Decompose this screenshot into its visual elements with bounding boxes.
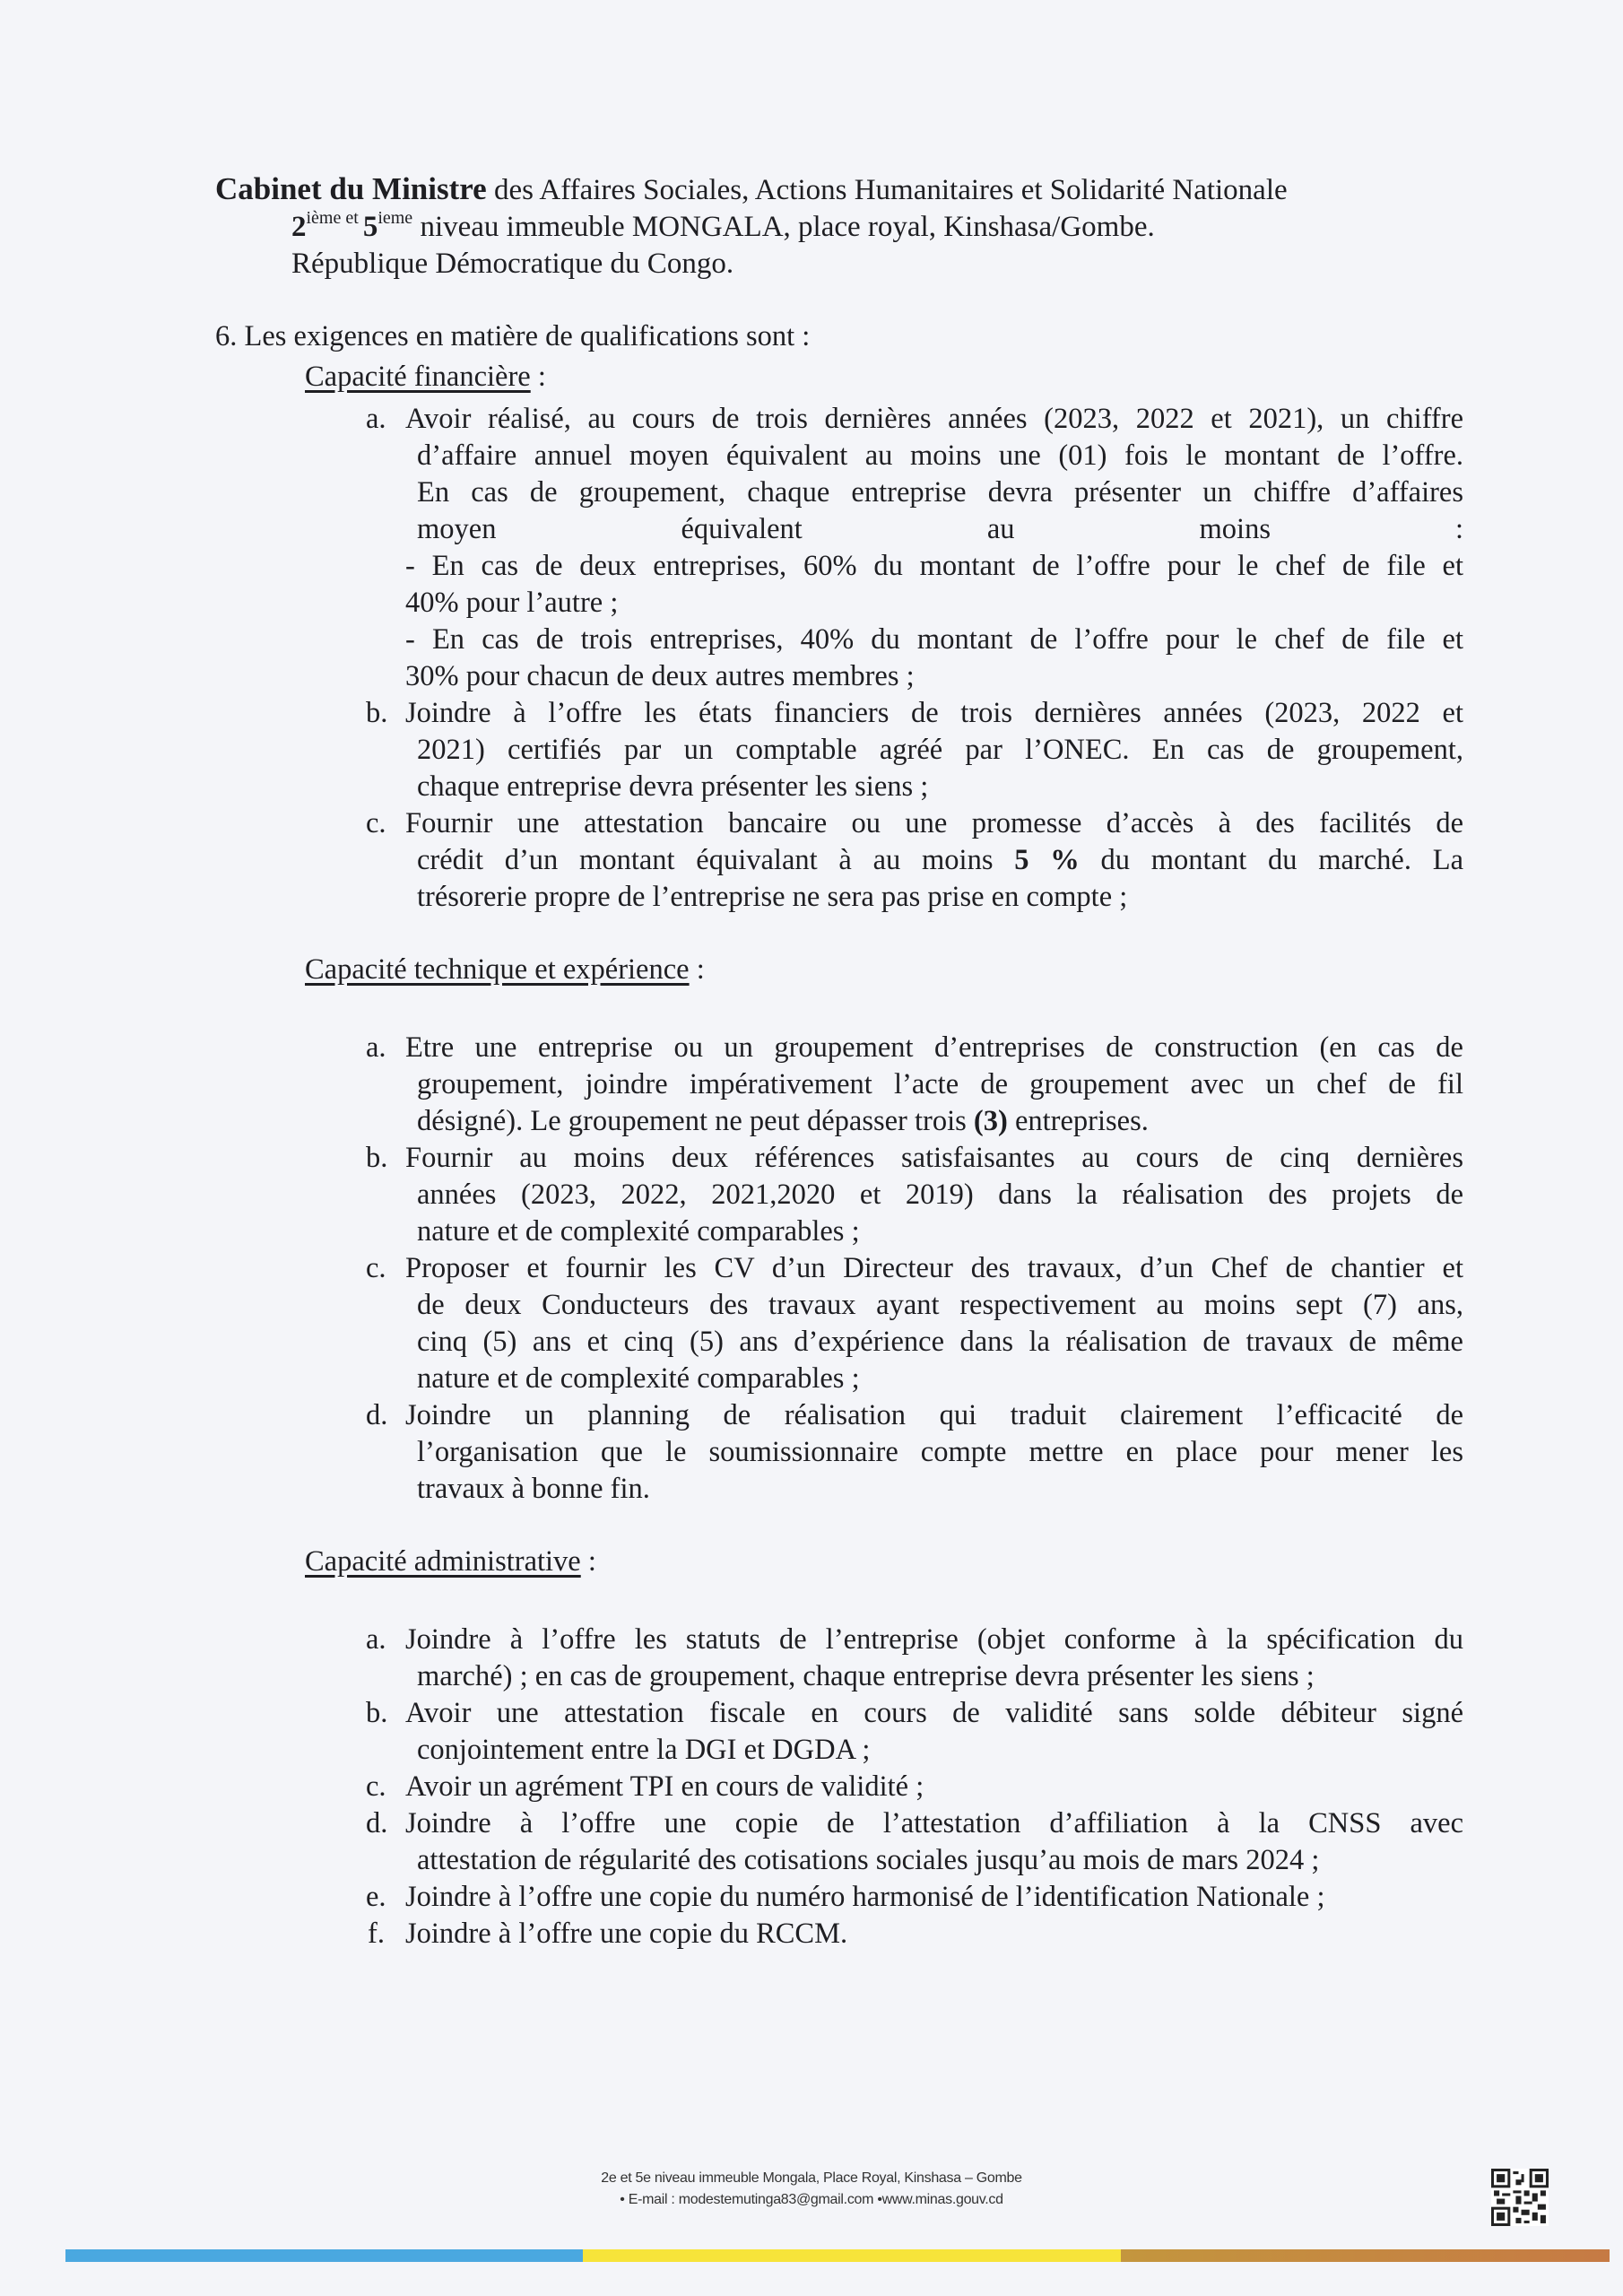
list-marker: a. xyxy=(366,1623,386,1656)
list-item xyxy=(215,695,1463,805)
list-item xyxy=(215,1140,1463,1250)
text-line: Joindre à l’offre une copie de l’attestation d’affiliation à la CNSS avec xyxy=(405,1807,1463,1839)
flag-stripe-blue xyxy=(65,2249,583,2262)
subsection-colon: : xyxy=(580,1545,596,1578)
text-segment: désigné). Le groupement ne peut dépasser trois xyxy=(417,1105,974,1137)
text-segment: crédit d’un montant équivalant à au moins xyxy=(417,844,1015,876)
list-item xyxy=(215,1916,1463,1952)
requirement-list xyxy=(215,1622,1463,1952)
text-line: Joindre à l’offre les statuts de l’entreprise (objet conforme à la spécification du xyxy=(405,1623,1463,1656)
subsection-colon: : xyxy=(530,361,546,393)
text-line: Avoir réalisé, au cours de trois dernières années (2023, 2022 et 2021), un chiffre xyxy=(405,403,1463,435)
list-marker: c. xyxy=(366,807,386,839)
text-line: chaque entreprise devra présenter les siens ; xyxy=(417,770,929,803)
text-segment: du montant du marché. La xyxy=(1079,844,1463,876)
text-line: groupement, joindre impérativement l’acte de groupement avec un chef de fil xyxy=(417,1068,1463,1100)
list-item xyxy=(215,1879,1463,1916)
text-line: Fournir une attestation bancaire ou une promesse d’accès à des facilités de xyxy=(405,807,1463,839)
list-marker: b. xyxy=(366,1142,388,1174)
text-line: attestation de régularité des cotisations sociales jusqu’au mois de mars 2024 ; xyxy=(417,1844,1320,1876)
list-item xyxy=(215,1030,1463,1140)
list-item xyxy=(215,1397,1463,1508)
subsection-heading xyxy=(215,359,1463,396)
list-marker: b. xyxy=(366,697,388,729)
subsection-colon: : xyxy=(689,953,705,986)
footer-contact xyxy=(0,2192,1623,2208)
subsection-title: Capacité financière xyxy=(305,361,531,393)
text-line: Joindre à l’offre une copie du RCCM. xyxy=(405,1918,848,1950)
subsection-title: Capacité administrative xyxy=(305,1545,581,1578)
bullet: • xyxy=(620,2192,625,2207)
requirement-section xyxy=(215,1544,1463,1952)
requirement-list xyxy=(215,401,1463,916)
text-line: conjointement entre la DGI et DGDA ; xyxy=(417,1734,871,1766)
text-line: marché) ; en cas de groupement, chaque entreprise devra présenter les siens ; xyxy=(417,1660,1315,1692)
text-line: travaux à bonne fin. xyxy=(417,1473,650,1505)
text-line: Avoir une attestation fiscale en cours de validité sans solde débiteur signé xyxy=(405,1697,1463,1729)
text-line: Proposer et fournir les CV d’un Directeur des travaux, d’un Chef de chantier et xyxy=(405,1252,1463,1284)
floor-number: 5 xyxy=(362,211,378,243)
flag-stripe-yellow xyxy=(583,2249,1121,2262)
emphasis: 5 % xyxy=(1014,844,1080,876)
list-marker: c. xyxy=(366,1770,386,1803)
text-line: Etre une entreprise ou un groupement d’entreprises de construction (en cas de xyxy=(405,1031,1463,1064)
section-heading: 6. Les exigences en matière de qualifications sont : xyxy=(215,320,811,352)
requirement-list xyxy=(215,1030,1463,1508)
text-line: Joindre à l’offre une copie du numéro harmonisé de l’identification Nationale ; xyxy=(405,1881,1325,1913)
list-marker: c. xyxy=(366,1252,386,1284)
text-line: moyen équivalent au moins : xyxy=(417,513,1463,545)
qr-code-icon xyxy=(1491,2169,1549,2226)
floor-suffix: ième et xyxy=(306,208,363,228)
letterhead-line-1 xyxy=(215,170,1288,209)
floor-number: 2 xyxy=(291,211,307,243)
list-marker: d. xyxy=(366,1399,388,1431)
text-segment: entreprises. xyxy=(1007,1105,1149,1137)
list-marker: e. xyxy=(366,1881,386,1913)
list-item xyxy=(215,1695,1463,1769)
country: République Démocratique du Congo. xyxy=(291,248,734,280)
text-line: Fournir au moins deux références satisfaisantes au cours de cinq dernières xyxy=(405,1142,1463,1174)
text-line: - En cas de deux entreprises, 60% du montant de l’offre pour le chef de file et xyxy=(405,550,1463,582)
list-item xyxy=(215,1622,1463,1695)
text-line: nature et de complexité comparables ; xyxy=(417,1215,860,1248)
ministry-name: des Affaires Sociales, Actions Humanitaires et Solidarité Nationale xyxy=(486,174,1288,206)
subsection-heading xyxy=(215,1544,1463,1580)
list-item xyxy=(215,1250,1463,1397)
text-line: de deux Conducteurs des travaux ayant respectivement au moins sept (7) ans, xyxy=(417,1289,1463,1321)
address: niveau immeuble MONGALA, place royal, Kinshasa/Gombe. xyxy=(412,211,1155,243)
letterhead xyxy=(215,170,1288,283)
text-line: En cas de groupement, chaque entreprise devra présenter un chiffre d’affaires xyxy=(417,476,1463,509)
text-line: 30% pour chacun de deux autres membres ; xyxy=(405,660,915,692)
footer-website: •www.minas.gouv.cd xyxy=(877,2192,1003,2207)
text-line: Joindre un planning de réalisation qui traduit clairement l’efficacité de xyxy=(405,1399,1463,1431)
requirement-section xyxy=(215,952,1463,1508)
text-line: cinq (5) ans et cinq (5) ans d’expérience dans la réalisation de travaux de même xyxy=(417,1326,1463,1358)
list-marker: b. xyxy=(366,1697,388,1729)
text-line: Joindre à l’offre les états financiers de trois dernières années (2023, 2022 et xyxy=(405,697,1463,729)
letterhead-line-2 xyxy=(215,209,1288,246)
list-marker: f. xyxy=(368,1918,385,1950)
list-marker: a. xyxy=(366,403,386,435)
floor-suffix: ieme xyxy=(378,208,413,228)
text-line xyxy=(405,842,1463,879)
cabinet-title: Cabinet du Ministre xyxy=(215,171,487,206)
list-item xyxy=(215,1805,1463,1879)
text-line: années (2023, 2022, 2021,2020 et 2019) dans la réalisation des projets de xyxy=(417,1178,1463,1211)
list-item xyxy=(215,401,1463,695)
flag-stripe-brown xyxy=(1121,2249,1610,2262)
requirement-section xyxy=(215,359,1463,916)
subsection-title: Capacité technique et expérience xyxy=(305,953,690,986)
subsection-heading xyxy=(215,952,1463,988)
footer-address: 2e et 5e niveau immeuble Mongala, Place Royal, Kinshasa – Gombe xyxy=(601,2170,1022,2186)
emphasis: (3) xyxy=(973,1105,1008,1137)
text-line: nature et de complexité comparables ; xyxy=(417,1362,860,1395)
list-item xyxy=(215,805,1463,916)
footer-email: E-mail : modestemutinga83@gmail.com xyxy=(628,2192,874,2207)
qualifications-section xyxy=(215,318,1463,1952)
text-line: - En cas de trois entreprises, 40% du montant de l’offre pour le chef de file et xyxy=(405,623,1463,656)
text-line: 40% pour l’autre ; xyxy=(405,587,619,619)
text-line: l’organisation que le soumissionnaire compte mettre en place pour mener les xyxy=(417,1436,1463,1468)
text-line: Avoir un agrément TPI en cours de validité ; xyxy=(405,1770,924,1803)
list-marker: a. xyxy=(366,1031,386,1064)
text-line: d’affaire annuel moyen équivalent au moins une (01) fois le montant de l’offre. xyxy=(417,439,1463,472)
text-line: 2021) certifiés par un comptable agréé par l’ONEC. En cas de groupement, xyxy=(417,734,1463,766)
list-item xyxy=(215,1769,1463,1805)
text-line xyxy=(405,1103,1463,1140)
text-line: trésorerie propre de l’entreprise ne sera pas prise en compte ; xyxy=(417,881,1128,913)
list-marker: d. xyxy=(366,1807,388,1839)
